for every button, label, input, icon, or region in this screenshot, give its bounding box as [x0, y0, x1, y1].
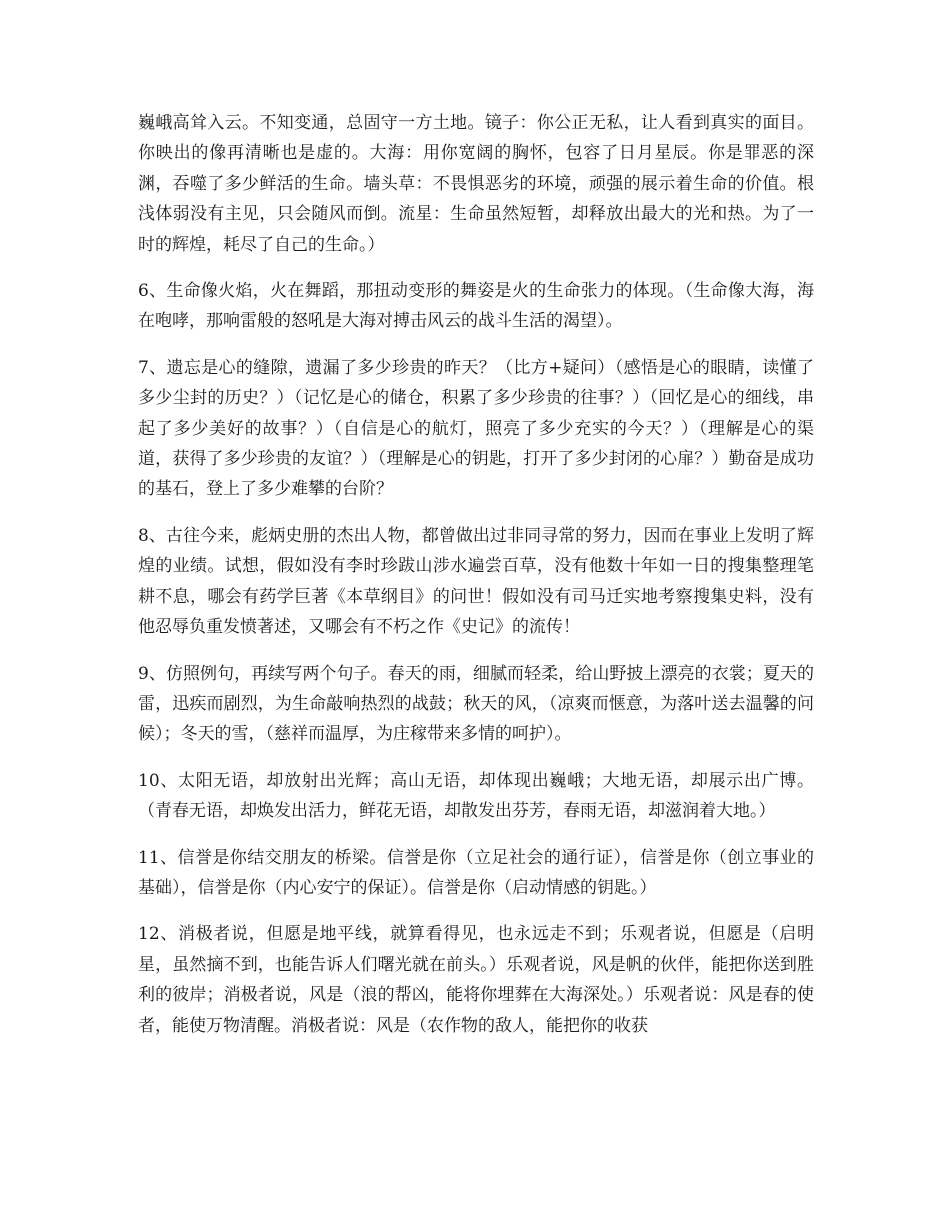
- paragraph-item-12: 12、消极者说，但愿是地平线，就算看得见，也永远走不到；乐观者说，但愿是（启明星，虽然摘不到，也能告诉人们曙光就在前头。）乐观者说，风是帆的伙伴，能把你送到胜利的彼岸；消极者说，风是（浪的帮凶，能将你埋葬在大海深处。）乐观者说：风是春的使者，能使万物清醒。消极者说：风是（农作物的敌人，能把你的收获: [138, 924, 814, 1036]
- paragraph-item-8: 8、古往今来，彪炳史册的杰出人物，都曾做出过非同寻常的努力，因而在事业上发明了辉煌的业绩。试想，假如没有李时珍跋山涉水遍尝百草，没有他数十年如一日的搜集整理笔耕不息，哪会有药学巨著《本草纲目》的问世！假如没有司马迁实地考察搜集史料，没有他忍辱负重发愤著述，又哪会有不朽之作《史记》的流传！: [138, 525, 814, 638]
- paragraph-item-7: 7、遗忘是心的缝隙，遗漏了多少珍贵的昨天？（比方+疑问）（感悟是心的眼睛，读懂了多少尘封的历史？）（记忆是心的储仓，积累了多少珍贵的往事？）（回忆是心的细线，串起了多少美好的故事？）（自信是心的航灯，照亮了多少充实的今天？）（理解是心的渠道，获得了多少珍贵的友谊？）（理解是心的钥匙，打开了多少封闭的心扉？）勤奋是成功的基石，登上了多少难攀的台阶？: [138, 357, 814, 500]
- paragraph-continuation: 巍峨高耸入云。不知变通，总固守一方土地。镜子：你公正无私，让人看到真实的面目。你映出的像再清晰也是虚的。大海：用你宽阔的胸怀，包容了日月星辰。你是罪恶的深渊，吞噬了多少鲜活的生命。墙头草：不畏惧恶劣的环境，顽强的展示着生命的价值。根浅体弱没有主见，只会随风而倒。流星：生命虽然短暂，却释放出最大的光和热。为了一时的辉煌，耗尽了自己的生命。）: [138, 113, 814, 255]
- paragraph-item-11: 11、信誉是你结交朋友的桥梁。信誉是你（立足社会的通行证），信誉是你（创立事业的基础），信誉是你（内心安宁的保证）。信誉是你（启动情感的钥匙。）: [138, 847, 814, 898]
- paragraph-item-9: 9、仿照例句，再续写两个句子。春天的雨，细腻而轻柔，给山野披上漂亮的衣裳；夏天的雷，迅疾而剧烈，为生命敲响热烈的战鼓；秋天的风，（凉爽而惬意，为落叶送去温馨的问候）；冬天的雪，（慈祥而温厚，为庄稼带来多情的呵护）。: [138, 663, 814, 745]
- paragraph-item-6: 6、生命像火焰，火在舞蹈，那扭动变形的舞姿是火的生命张力的体现。（生命像大海，海在咆哮，那响雷般的怒吼是大海对搏击风云的战斗生活的渴望）。: [138, 281, 814, 332]
- paragraph-item-10: 10、太阳无语，却放射出光辉；高山无语，却体现出巍峨；大地无语，却展示出广博。（青春无语，却焕发出活力，鲜花无语，却散发出芬芳，春雨无语，却滋润着大地。）: [138, 770, 814, 822]
- document-body: [138, 108, 814, 1057]
